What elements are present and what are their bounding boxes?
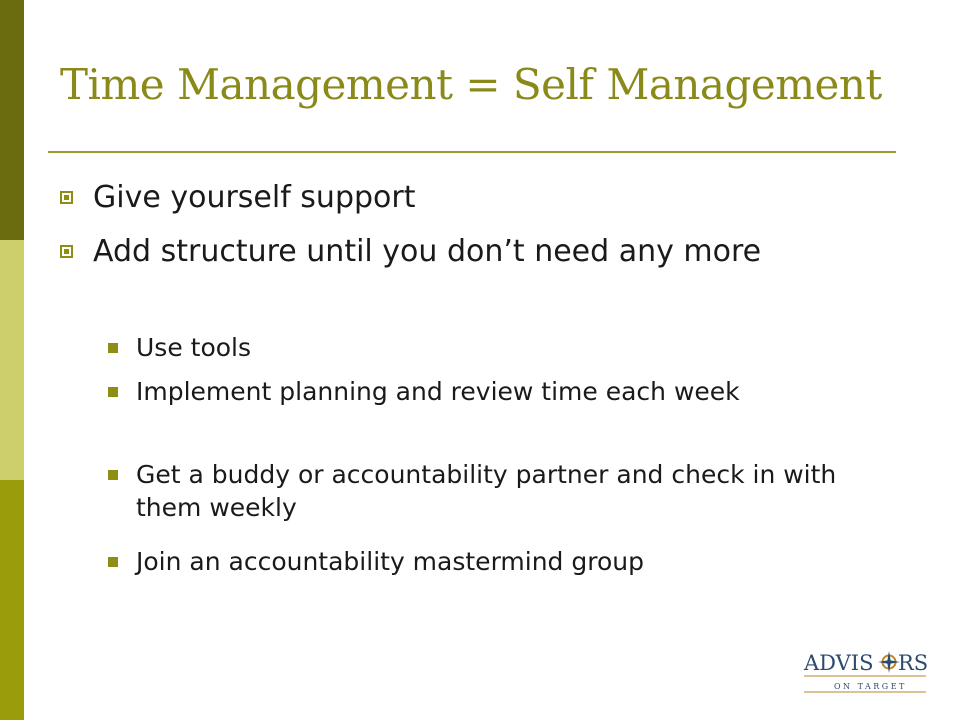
- square-bullet-icon: [60, 191, 73, 204]
- square-bullet-icon: [60, 245, 73, 258]
- sidebar-bar-top: [0, 0, 24, 240]
- slide-title: Time Management = Self Management: [60, 60, 882, 109]
- filled-square-bullet-icon: [108, 343, 118, 353]
- bullet-text: Add structure until you don’t need any more: [93, 234, 762, 269]
- subbullet-item: [108, 331, 838, 364]
- subbullet-text: Get a buddy or accountability partner and check in with them weekly: [136, 460, 837, 522]
- subbullet-text: Use tools: [136, 333, 252, 362]
- advisors-on-target-logo: [798, 640, 932, 696]
- sidebar-bar-bottom: [0, 480, 24, 720]
- bullet-text: Give yourself support: [93, 180, 416, 215]
- subbullet-item: [108, 375, 838, 408]
- subbullet-item: [108, 458, 838, 524]
- bullet-item: [60, 232, 840, 272]
- logo-text-advis: ADVIS: [804, 651, 874, 675]
- logo-text-on-target: ON TARGET: [834, 682, 907, 691]
- subbullet-text: Join an accountability mastermind group: [136, 547, 644, 576]
- filled-square-bullet-icon: [108, 387, 118, 397]
- bullet-item: [60, 178, 840, 218]
- filled-square-bullet-icon: [108, 470, 118, 480]
- filled-square-bullet-icon: [108, 557, 118, 567]
- subbullet-item: [108, 545, 838, 578]
- title-underline: [48, 151, 896, 153]
- logo-text-rs: RS: [898, 651, 929, 675]
- subbullet-text: Implement planning and review time each week: [136, 377, 740, 406]
- sidebar-bar-middle: [0, 240, 24, 480]
